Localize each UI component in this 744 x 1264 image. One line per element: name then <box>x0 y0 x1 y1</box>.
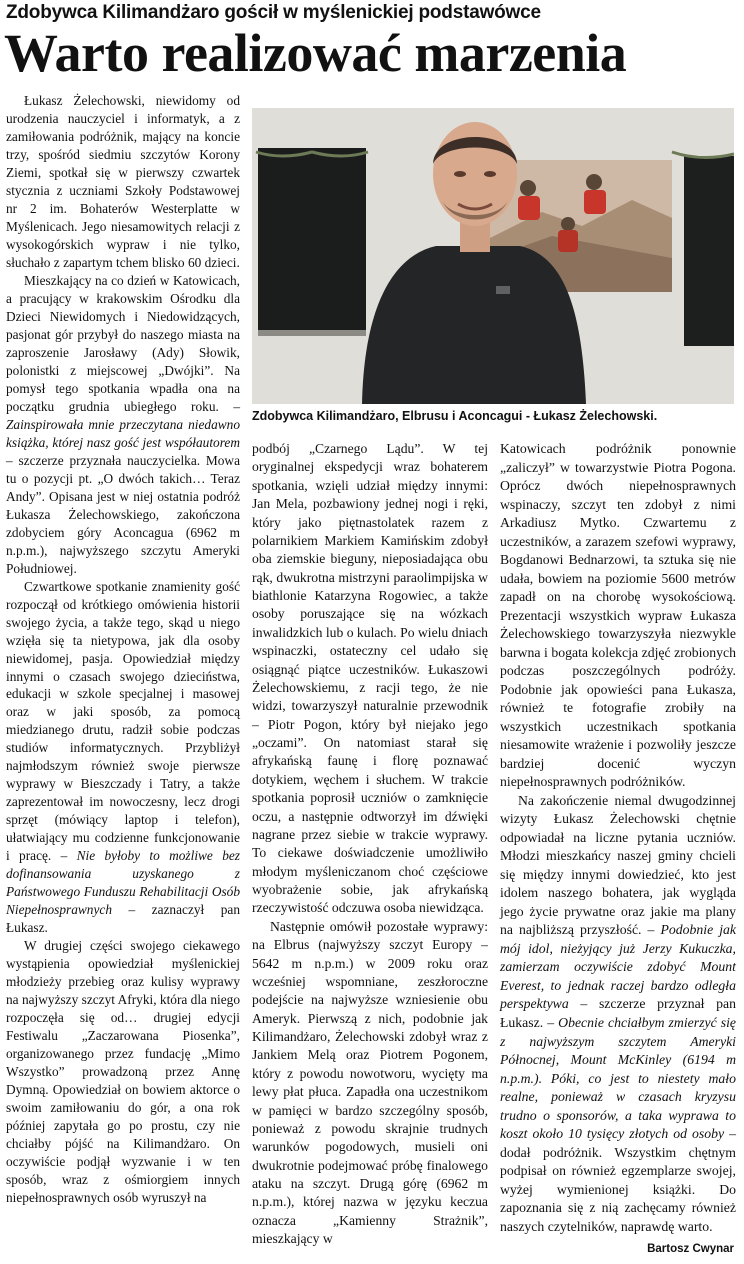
article-column-1 <box>6 92 240 1207</box>
paragraph: podbój „Czarnego Lądu”. W tej oryginalnej ekspedycji wraz bohaterem spotkania, wzięli udział między innymi: Jan Mela, pozbawiony jednej nogi i ręki, który jako piętnastolatek razem z polarnikiem Markiem Kamińskim zdobył oba ziemskie bieguny, nieposiadająca obu rąk, dwukrotna mistrzyni paraolimpijska w biathlonie Katarzyna Rogowiec, a także osoby poruszające się na wózkach inwalidzkich lub o kulach. Po wielu dniach wspinaczki, ostateczny cel udało się osiągnąć piątce uczestników. Łukaszowi Żelechowskiemu, z racji tego, że nie widzi, towarzyszył naturalnie przewodnik – Piotr Pogon, który był niejako jego „oczami”. On natomiast starał się afrykańską faunę i florę poznawać dotykiem, węchem i słuchem. W trakcie spotkania poprosił uczniów o zamknięcie oczu, a następnie odtworzył im dźwięki nagrane przez siebie w trakcie wyprawy. To ciekawe doświadczenie umożliwiło młodym myśleniczanom choć częściowe wyobrażenie sobie, jak afrykańską rzeczywistość odczuwa osoba niewidząca. <box>252 441 489 916</box>
article-column-3 <box>500 440 736 1236</box>
article-column-2 <box>252 440 488 1249</box>
paragraph: Katowicach podróżnik ponownie „zaliczył” w towarzystwie Piotra Pogona. Oprócz dwóch niepełnosprawnych wspinaczy, szczyt ten zdobył z nimi Arkadiusz Mytko. Czwartemu z uczestników, a zarazem szefowi wyprawy, Bogdanowi Bednarzowi, ta sztuka się nie udała, bowiem na poziomie 5600 metrów zapadł on na chorobę wysokościową. Prezentacji wszystkich wypraw Łukasza Żelechowskiego towarzyszyła niezwykle barwna i bogata kolekcja zdjęć zrobionych podczas poszczególnych podróży. Podobnie jak opowieści pana Łukasza, również te fotografie zrobiły na wszystkich uczestnikach spotkania niesamowite wrażenie i pozwoliły jeszcze bardziej docenić wyczyn niepełnosprawnych podróżników. <box>500 441 736 790</box>
paragraph: Mieszkający na co dzień w Katowicach, a pracujący w krakowskim Ośrodku dla Dzieci Niewidomych i Niedowidzących, pasjonat gór przybył do naszego miasta na zaproszenie Jarosławy (Ady) Słowik, polonistki z miejscowej „Dwójki”. Na pomysł tego spotkania wpadła ona na początku grudnia ubiegłego roku. – Zainspirowała mnie przeczytana niedawno książka, której nasz gość jest współautorem – szczerze przyznała nauczycielka. Mowa tu o pozycji pt. „O dwóch takich… Teraz Andy”. Opisana jest w niej ostatnia podróż Łukasza Żelechowskiego, zakończona zdobyciem góry Aconcagua (6962 m n.p.m.), najwyższego szczytu Ameryki Południowej. <box>6 272 240 576</box>
photo-illustration <box>252 108 734 404</box>
paragraph: Następnie omówił pozostałe wyprawy: na Elbrus (najwyższy szczyt Europy – 5642 m n.p.m.) w 2009 roku oraz wcześniej wspomniane, zeszłoroczne podejście na najwyższe wzniesienie obu Ameryk. Pierwszą z nich, podobnie jak Kilimandżaro, Żelechowski zdobył wraz z Jankiem Melą oraz Piotrem Pogonem, który z powodu nowotworu, wycięty ma lewy płat płuca. Zapadła ona uczestnikom w pamięci w bardzo szczególny sposób, ponieważ z powodu skrajnie trudnych warunków pogodowych, musieli oni dwukrotnie podejmować próbę finalowego ataku na szczyt. Drugą górę (6962 m n.p.m.), której nazwa w języku keczua oznacza „Kamienny Strażnik”, mieszkający w <box>252 918 488 1247</box>
quote: Obecnie chciałbym zmierzyć się z najwyższym szczytem Ameryki Północnej, Mount McKinley (6194 m n.p.m.). Póki, co jest to niestety mało realne, ponieważ w czasach kryzysu trudno o sponsorów, a taka wyprawa to koszt około 10 tysięcy złotych od osoby <box>500 1014 736 1142</box>
quote: Zainspirowała mnie przeczytana niedawno książka, której nasz gość jest współautorem <box>6 416 240 450</box>
article-byline: Bartosz Cwynar <box>647 1243 734 1255</box>
article-headline: Warto realizować marzenia <box>4 23 627 83</box>
quote: Nie byłoby to możliwe bez dofinansowania uzyskanego z Państwowego Funduszu Rehabilitacji Osób Niepełnosprawnych <box>6 848 240 918</box>
paragraph: Czwartkowe spotkanie znamienity gość rozpoczął od krótkiego omówienia historii swojego życia, a także tego, skąd u niego wzięła się ta nietypowa, jak dla osoby niewidomej, pasja. Opowiedział między innymi o czasach swojego dzieciństwa, edukacji w szkole specjalnej i masowej oraz w jaki sposób, za pomocą miedzianego drutu, radził sobie podczas studiów informatycznych. Przybliżył najmłodszym również swoje pierwsze wyprawy w Bieszczady i Tatry, a także zaprezentował im nowoczesny, lecz drogi sprzęt (mówiący laptop i telefon), ułatwiający mu codzienne funkcjonowanie i pracę. – Nie byłoby to możliwe bez dofinansowania uzyskanego z Państwowego Funduszu Rehabilitacji Osób Niepełnosprawnych – zaznaczył pan Łukasz. <box>6 578 240 936</box>
article-kicker: Zdobywca Kilimandżaro gościł w myślenickiej podstawówce <box>6 2 541 23</box>
paragraph: Na zakończenie niemal dwugodzinnej wizyty Łukasz Żelechowski chętnie odpowiadał na liczne pytania uczniów. Młodzi mieszkańcy naszej gminy chcieli się między innymi dowiedzieć, kto jest idolem naszego bohatera, jak wygląda jego życie prywatne oraz jakie ma plany na najbliższą przyszłość. – Podobnie jak mój idol, nieżyjący już Jerzy Kukuczka, zamierzam oczywiście zdobyć Mount Everest, to jednak raczej bardzo odległa perspektywa – szczerze przyznał pan Łukasz. – Obecnie chciałbym zmierzyć się z najwyższym szczytem Ameryki Północnej, Mount McKinley (6194 m n.p.m.). Póki, co jest to niestety mało realne, ponieważ w czasach kryzysu trudno o sponsorów, a taka wyprawa to koszt około 10 tysięcy złotych od osoby – dodał podróżnik. Wszystkim chętnym podpisał on również egzemplarze swojej, wyżej wymienionej książki. Do zapoznania się z nią zachęcamy również naszych czytelników, naprawdę warto. <box>500 792 737 1234</box>
paragraph: W drugiej części swojego ciekawego wystąpienia opowiedział myślenickiej młodzieży przebieg oraz kulisy wyprawy na najwyższy szczyt Afryki, która dla niego rozpoczęła się od… drugiej edycji Festiwalu „Zaczarowana Piosenka”, organizowanego przez fundację „Mimo Wszystko” prowadzoną przez Annę Dymną. Opowiedział on bowiem aktorce o swoim zamiłowaniu do gór, a ona rok później zapytała go po prostu, czy nie chciałby pójść na Kilimandżaro. On oczywiście podjął wyzwanie i w ten sposób, wraz z ośmiorgiem innych niepełnosprawnych osób wyruszył na <box>6 938 240 1206</box>
quote: Podobnie jak mój idol, nieżyjący już Jerzy Kukuczka, zamierzam oczywiście zdobyć Mount Everest, to jednak raczej bardzo odległa perspektywa <box>500 922 737 1012</box>
blackboard <box>258 148 366 334</box>
paragraph: Łukasz Żelechowski, niewidomy od urodzenia nauczyciel i informatyk, a z zamiłowania podróżnik, mający na koncie trzy, spośród siedmiu szczytów Korony Ziemi, spotkał się w pierwszy czwartek stycznia z uczniami Szkoły Podstawowej nr 2 im. Bohaterów Westerplatte w Myślenicach. Jego niesamowitych relacji z wysokogórskich wypraw i nie tylko, słuchało z zapartym tchem blisko 60 dzieci. <box>6 93 240 270</box>
photo-caption: Zdobywca Kilimandżaro, Elbrusu i Aconcagui - Łukasz Żelechowski. <box>252 409 658 423</box>
article-photo <box>252 108 734 404</box>
